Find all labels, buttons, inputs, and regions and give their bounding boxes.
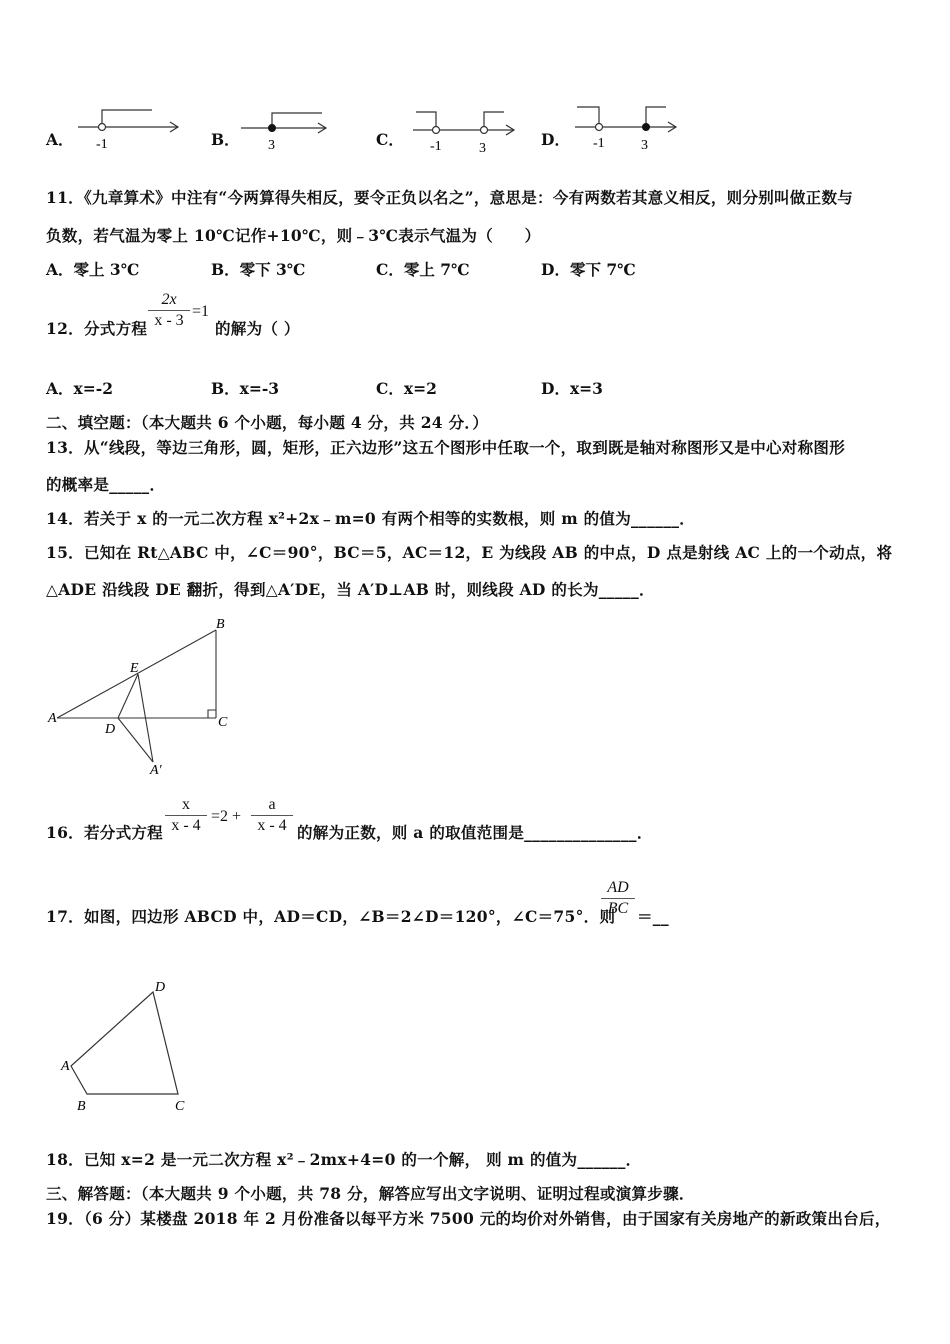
q10-c-tick-label-1: -1	[430, 139, 442, 154]
q15-text-line1: 15．已知在 Rt△ABC 中，∠C＝90°，BC＝5，AC＝12，E 为线段 AB 的中点，D 点是射线 AC 上的一个动点，将	[46, 543, 893, 562]
q12-option-b: B．x=-3	[211, 379, 280, 398]
q15-label-d: D	[105, 722, 116, 737]
q12-fraction	[148, 291, 190, 330]
q17-label-d: D	[155, 980, 166, 995]
q17-fraction	[601, 879, 635, 918]
q18-text: 18．已知 x=2 是一元二次方程 x²﹣2mx+4=0 的一个解， 则 m 的值为______．	[46, 1150, 642, 1169]
q17-label-a: A	[61, 1059, 70, 1074]
q12-option-a: A．x=-2	[46, 379, 113, 398]
section-2-heading: 二、填空题：（本大题共 6 个小题，每小题 4 分，共 24 分．）	[46, 413, 489, 432]
q19-text: 19．（6 分）某楼盘 2018 年 2 月份准备以每平方米 7500 元的均价对外销售，由于国家有关房地产的新政策出台后，	[46, 1209, 891, 1228]
q17-prefix: 17．如图，四边形 ABCD 中，AD＝CD，∠B＝2∠D＝120°，∠C＝75°．则	[46, 907, 616, 926]
q17-quadrilateral-figure	[55, 978, 205, 1118]
q12-prefix: 12．分式方程	[46, 319, 148, 338]
q11-text-line1: 11．《九章算术》中注有“今两算得失相反，要令正负以名之”，意思是：今有两数若其意义相反，则分别叫做正数与	[46, 188, 854, 207]
q10-option-b-numberline	[236, 104, 336, 152]
q10-option-d-numberline	[572, 100, 687, 152]
q16-fraction-2	[251, 796, 293, 835]
q15-label-e: E	[130, 661, 139, 676]
q15-triangle-figure	[40, 610, 250, 790]
q16-fraction-1-denominator: x - 4	[171, 817, 201, 834]
q13-text-line1: 13．从“线段，等边三角形，圆，矩形，正六边形”这五个图形中任取一个，取到既是轴对称图形又是中心对称图形	[46, 438, 846, 457]
q11-option-a: A．零上 3℃	[46, 260, 140, 279]
q16-equals-two-plus: =2 +	[211, 808, 242, 825]
q14-text: 14．若关于 x 的一元二次方程 x²+2x﹣m=0 有两个相等的实数根，则 m 的值为______．	[46, 509, 696, 528]
q16-fraction-2-denominator: x - 4	[257, 817, 287, 834]
q15-label-b: B	[216, 617, 225, 632]
q16-fraction-2-numerator: a	[268, 796, 276, 813]
q17-fraction-numerator: AD	[607, 879, 629, 896]
q10-d-tick-label-2: 3	[641, 138, 648, 153]
q10-d-tick-label-1: -1	[593, 136, 605, 151]
q10-option-c-numberline	[408, 104, 523, 154]
q10-option-c-label: C．	[376, 130, 404, 149]
q11-option-d: D．零下 7℃	[541, 260, 636, 279]
section-3-heading: 三、解答题：（本大题共 9 个小题，共 78 分，解答应写出文字说明、证明过程或演算步骤．	[46, 1184, 695, 1203]
q17-suffix: ＝__	[637, 907, 669, 926]
q12-option-c: C．x=2	[376, 379, 437, 398]
q16-fraction-1-numerator: x	[182, 796, 190, 813]
q17-fraction-denominator: BC	[607, 900, 629, 917]
q15-label-c: C	[218, 715, 228, 730]
q10-a-tick-label: -1	[96, 137, 108, 152]
q12-suffix: 的解为（ ）	[215, 319, 300, 338]
q15-label-a-prime: A′	[150, 763, 162, 778]
q16-fraction-1	[165, 796, 207, 835]
q10-option-b-label: B．	[211, 130, 240, 149]
q15-text-line2: △ADE 沿线段 DE 翻折，得到△A′DE，当 A′D⊥AB 时，则线段 AD 的长为_____．	[46, 580, 655, 599]
q15-label-a: A	[48, 711, 57, 726]
q16-suffix: 的解为正数，则 a 的取值范围是______________．	[297, 823, 653, 842]
q11-option-c: C．零上 7℃	[376, 260, 470, 279]
q10-option-d-label: D．	[541, 130, 570, 149]
q12-option-d: D．x=3	[541, 379, 603, 398]
q17-label-c: C	[175, 1099, 185, 1114]
q11-text-line2: 负数，若气温为零上 10℃记作+10℃，则﹣3℃表示气温为（ ）	[46, 226, 541, 245]
q10-b-tick-label: 3	[268, 138, 275, 153]
q10-option-a-label: A．	[46, 130, 74, 149]
q17-label-b: B	[77, 1099, 86, 1114]
q11-option-b: B．零下 3℃	[211, 260, 306, 279]
q10-option-a-numberline	[70, 104, 185, 152]
q16-prefix: 16．若分式方程	[46, 823, 163, 842]
q10-c-tick-label-2: 3	[479, 141, 486, 156]
q12-fraction-denominator: x - 3	[154, 312, 184, 329]
q13-text-line2: 的概率是_____．	[46, 475, 166, 494]
q12-equals-one: =1	[192, 303, 210, 320]
q12-fraction-numerator: 2x	[161, 291, 177, 308]
